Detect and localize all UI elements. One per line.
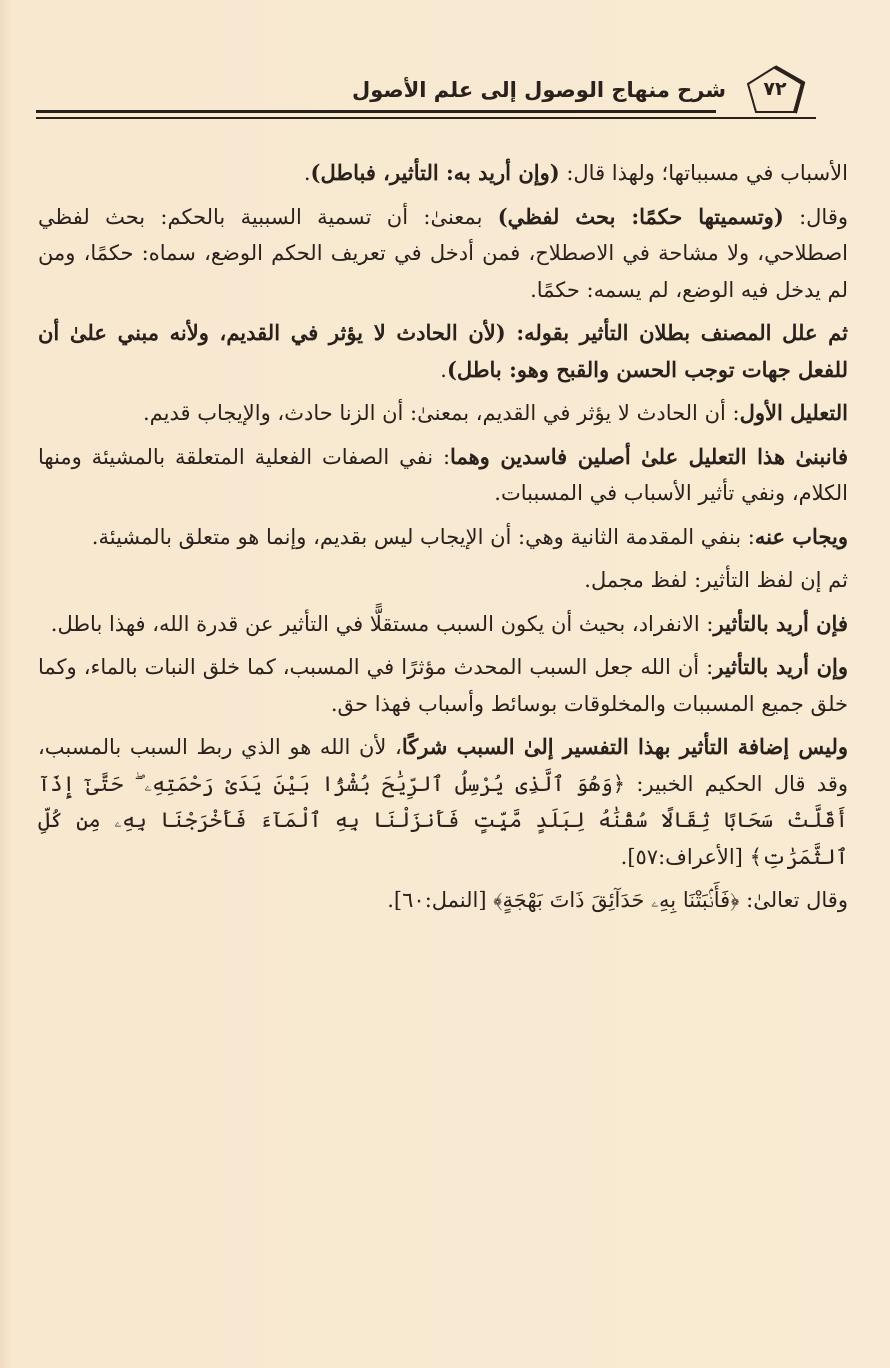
header-rule-bottom: [36, 117, 816, 119]
page-number-badge: [744, 64, 806, 116]
lead-term: التعليل الأول: [739, 400, 848, 425]
lead-term: وإن أريد بالتأثير: [713, 654, 848, 679]
verse-reference: [الأعراف:٥٧].: [620, 844, 750, 869]
paragraph: [38, 395, 848, 432]
verse-reference: [النمل:٦٠].: [387, 888, 494, 912]
running-title: شرح منهاج الوصول إلى علم الأصول: [351, 78, 726, 102]
paragraph: [38, 649, 848, 722]
quoted-matn: (لأن الحادث لا يؤثر في القديم، ولأنه مبني علىٰ أن للفعل جهات توجب الحسن والقبح وهو: باطل): [38, 320, 848, 382]
paragraph: [38, 882, 848, 919]
text-segment: وقال:: [783, 204, 849, 229]
lead-term: فانبنىٰ هذا التعليل علىٰ أصلين فاسدين وهما: [450, 443, 849, 469]
paragraph: [38, 606, 848, 643]
text-segment: ثم علل المصنف بطلان التأثير بقوله:: [505, 320, 849, 345]
body-text: [38, 155, 848, 919]
text-segment: : أن الله جعل السبب المحدث مؤثرًا في المسبب، كما خلق النبات بالماء، وكما خلق جميع المسببات والمخلوقات بوسائط وأسباب فهذا حق.: [38, 655, 848, 716]
page-number: ٧٢: [763, 78, 787, 100]
text-segment: ، لأن الله هو الذي ربط السبب بالمسبب، وقد قال الحكيم الخبير:: [38, 735, 848, 796]
paragraph: [38, 155, 848, 192]
lead-term: فإن أريد بالتأثير: [713, 610, 848, 636]
text-segment: وقال تعالىٰ:: [739, 888, 848, 912]
text-segment: الأسباب في مسبباتها؛ ولهذا قال:: [559, 161, 848, 185]
quran-verse: ﴿فَأَنۢبَتْنَا بِهِۦ حَدَآئِقَ ذَاتَ بَهْجَةٍ﴾: [493, 888, 740, 912]
text-segment: : نفي الصفات الفعلية المتعلقة بالمشيئة ومنها الكلام، ونفي تأثير الأسباب في المسببات.: [38, 444, 848, 505]
quran-verse: ﴿وَهُوَ ٱلَّذِى يُرْسِلُ ٱلرِّيَٰحَ بُشْرًۢا بَيْنَ يَدَىْ رَحْمَتِهِۦ ۖ حَتَّىٰٓ إِذَآ أَقَلَّتْ سَحَابًا ثِقَالًا سُقْنَٰهُ لِبَلَدٍ مَّيِّتٍ فَأَنزَلْنَا بِهِ ٱلْمَآءَ فَأَخْرَجْنَا بِهِۦ مِن كُلِّ ٱلثَّمَرَٰتِ﴾: [38, 771, 848, 869]
paragraph: [38, 729, 848, 875]
text-segment: .: [440, 357, 447, 382]
page-header: [28, 72, 816, 122]
lead-term: وليس إضافة التأثير بهذا التفسير إلىٰ السبب شركًا: [401, 734, 848, 759]
text-segment: : بنفي المقدمة الثانية وهي: أن الإيجاب ليس بقديم، وإنما هو متعلق بالمشيئة.: [91, 524, 755, 549]
quoted-matn: (وتسميتها حكمًا: بحث لفظي): [497, 203, 784, 229]
paragraph: [38, 199, 848, 309]
text-segment: : الانفراد، بحيث أن يكون السبب مستقلًّا في التأثير عن قدرة الله، فهذا باطل.: [50, 611, 714, 636]
lead-term: ويجاب عنه: [754, 523, 848, 549]
header-rule-top: [36, 110, 716, 113]
paragraph: [38, 315, 848, 388]
text-segment: ثم إن لفظ التأثير: لفظ مجمل.: [584, 568, 848, 592]
quoted-matn: (وإن أريد به: التأثير، فباطل): [310, 160, 560, 185]
paragraph: [38, 562, 848, 599]
paragraph: [38, 519, 848, 556]
text-segment: .: [303, 161, 311, 185]
paragraph: [38, 439, 848, 512]
text-segment: بمعنىٰ: أن تسمية السببية بالحكم: بحث لفظي اصطلاحي، ولا مشاحة في الاصطلاح، فمن أدخل في تعريف الحكم الوضع، سماه: حكمًا، ومن لم يدخل فيه الوضع، لم يسمه: حكمًا.: [38, 204, 848, 302]
text-segment: : أن الحادث لا يؤثر في القديم، بمعنىٰ: أن الزنا حادث، والإيجاب قديم.: [143, 401, 740, 425]
